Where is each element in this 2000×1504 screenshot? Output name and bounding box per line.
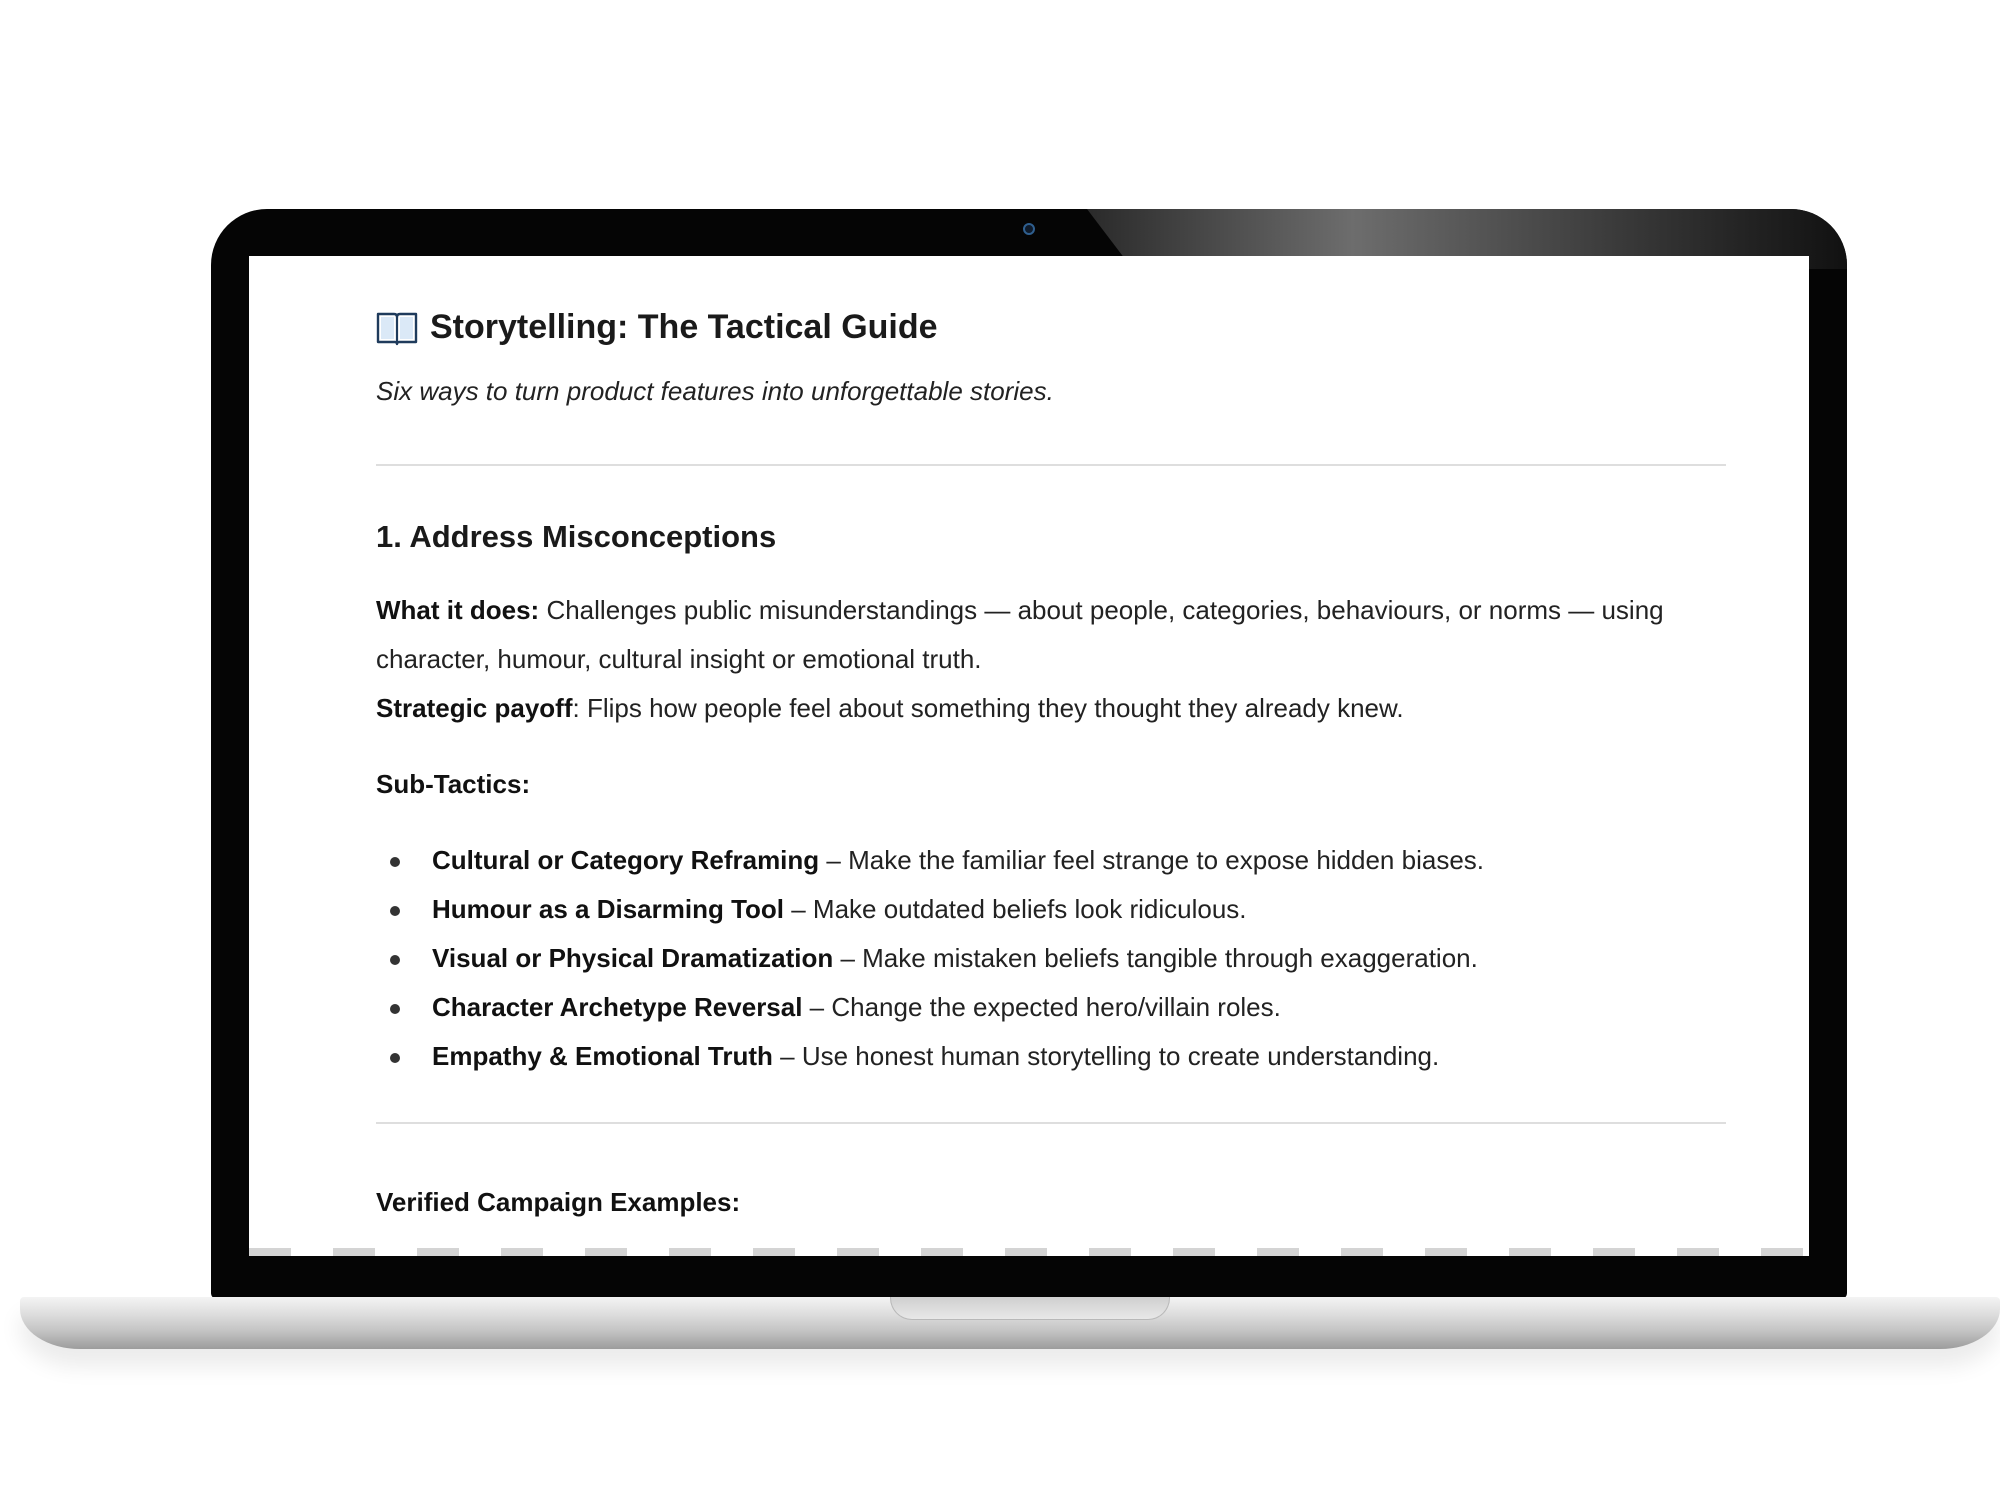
open-book-icon <box>376 310 418 346</box>
laptop-notch <box>890 1297 1170 1320</box>
cut-off-text-line <box>249 1248 1809 1256</box>
divider <box>376 464 1726 466</box>
bullet-icon <box>390 857 400 867</box>
list-item: Character Archetype Reversal – Change the expected hero/villain roles. <box>376 983 1484 1032</box>
screen <box>249 256 1809 1256</box>
list-item: Humour as a Disarming Tool – Make outdated beliefs look ridiculous. <box>376 885 1484 934</box>
list-item: Empathy & Emotional Truth – Use honest human storytelling to create understanding. <box>376 1032 1484 1081</box>
examples-label: Verified Campaign Examples: <box>376 1187 741 1217</box>
divider <box>376 1122 1726 1124</box>
page-subtitle: Six ways to turn product features into unforgettable stories. <box>376 376 1054 406</box>
sub-tactics-list <box>376 836 1484 1081</box>
section-heading: 1. Address Misconceptions <box>376 519 777 554</box>
list-item: Cultural or Category Reframing – Make the familiar feel strange to expose hidden biases. <box>376 836 1484 885</box>
what-it-does <box>376 586 1696 684</box>
strategic-payoff-text: : Flips how people feel about something they thought they already knew. <box>572 693 1404 723</box>
sub-tactics-label: Sub-Tactics: <box>376 769 531 799</box>
bullet-icon <box>390 1004 400 1014</box>
bullet-icon <box>390 906 400 916</box>
bullet-icon <box>390 955 400 965</box>
title-row <box>376 308 938 347</box>
strategic-payoff-label: Strategic payoff <box>376 693 573 723</box>
page-title: Storytelling: The Tactical Guide <box>430 308 938 346</box>
webcam-icon <box>1023 223 1035 235</box>
strategic-payoff <box>376 684 1696 733</box>
what-it-does-label: What it does: <box>376 595 540 625</box>
list-item: Visual or Physical Dramatization – Make mistaken beliefs tangible through exaggeration. <box>376 934 1484 983</box>
bullet-icon <box>390 1053 400 1063</box>
laptop-lid <box>211 209 1847 1299</box>
what-it-does-text: Challenges public misunderstandings — about people, categories, behaviours, or norms — using character, humour, cultural insight or emotional truth. <box>376 595 1664 674</box>
